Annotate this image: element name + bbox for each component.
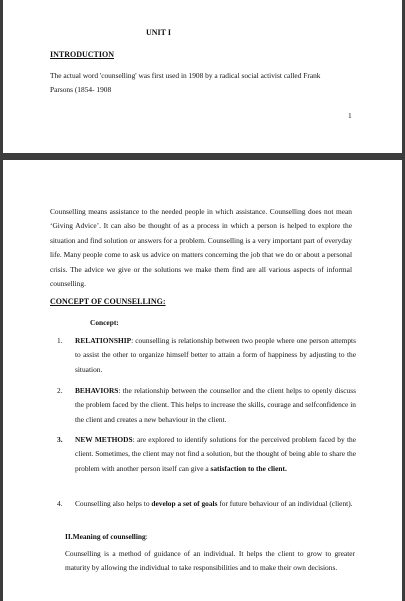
counselling-definition-paragraph: Counselling means assistance to the needed people in which assistance. Counselling does not mean ‘Giving Advice’. It can also be thought of as a process in which a person is helped to explore the situation and find solution or answers for a problem. Counselling is a very important part of everyday life. Many people come to ask us advice on matters concerning the job that we do or about a personal crisis. The advice we give or the solutions we make them find are all various aspects of informal counselling. bbox=[50, 207, 352, 289]
list-number: 3. bbox=[57, 435, 63, 444]
list-item-text: : are explored to identify solutions for the perceived problem faced by the client. Sometimes, the client may not find a solution, but the thought of being able to share the problem with another person itself can give a bbox=[75, 435, 356, 473]
list-item-text: : counselling is relationship between two people where one person attempts to assist the other to organize himself better to attain a form of happiness by adjusting to the situation. bbox=[75, 336, 356, 374]
concept-heading: CONCEPT OF COUNSELLING: bbox=[50, 297, 166, 306]
introduction-heading: INTRODUCTION bbox=[50, 50, 115, 59]
unit-title: UNIT I bbox=[146, 28, 171, 37]
list-number: 2. bbox=[57, 386, 63, 395]
list-item-behaviors bbox=[57, 384, 356, 427]
meaning-heading bbox=[65, 532, 148, 542]
concept-subheading: Concept: bbox=[90, 318, 119, 327]
meaning-heading-bold: II.Meaning of counselling bbox=[65, 532, 146, 541]
list-item-new-methods bbox=[57, 433, 356, 476]
page-number: 1 bbox=[348, 111, 352, 120]
document-page-1 bbox=[3, 0, 402, 153]
document-page-2 bbox=[3, 160, 402, 601]
list-item-bold: develop a set of goals bbox=[151, 499, 218, 508]
list-number: 4. bbox=[57, 499, 63, 508]
list-item-goals bbox=[57, 497, 356, 511]
list-item-bold-end: satisfaction to the client. bbox=[210, 463, 287, 473]
list-item-bold: NEW METHODS bbox=[75, 435, 133, 444]
list-number: 1. bbox=[57, 336, 63, 345]
list-item-text: for future behaviour of an individual (client). bbox=[217, 499, 353, 508]
meaning-paragraph: Counselling is a method of guidance of an individual. It helps the client to grow to greater maturity by allowing the individual to take responsibilities and to make their own decisions. bbox=[65, 549, 355, 573]
list-item-bold: BEHAVIORS bbox=[75, 386, 119, 395]
intro-text-line-1: The actual word 'counselling' was first used in 1908 by a radical social activist called Frank bbox=[50, 71, 321, 80]
meaning-heading-colon: : bbox=[145, 532, 148, 541]
list-item-text: : the relationship between the counsellor and the client helps to openly discuss the problem faced by the client. This helps to increase the skills, courage and selfconfidence in the client and creates a new behaviour in the client. bbox=[75, 386, 356, 424]
list-item-relationship bbox=[57, 334, 356, 377]
list-item-bold: RELATIONSHIP bbox=[75, 336, 132, 345]
list-item-pre: Counselling also helps to bbox=[75, 499, 152, 508]
intro-text-line-2: Parsons (1854- 1908 bbox=[50, 85, 112, 94]
